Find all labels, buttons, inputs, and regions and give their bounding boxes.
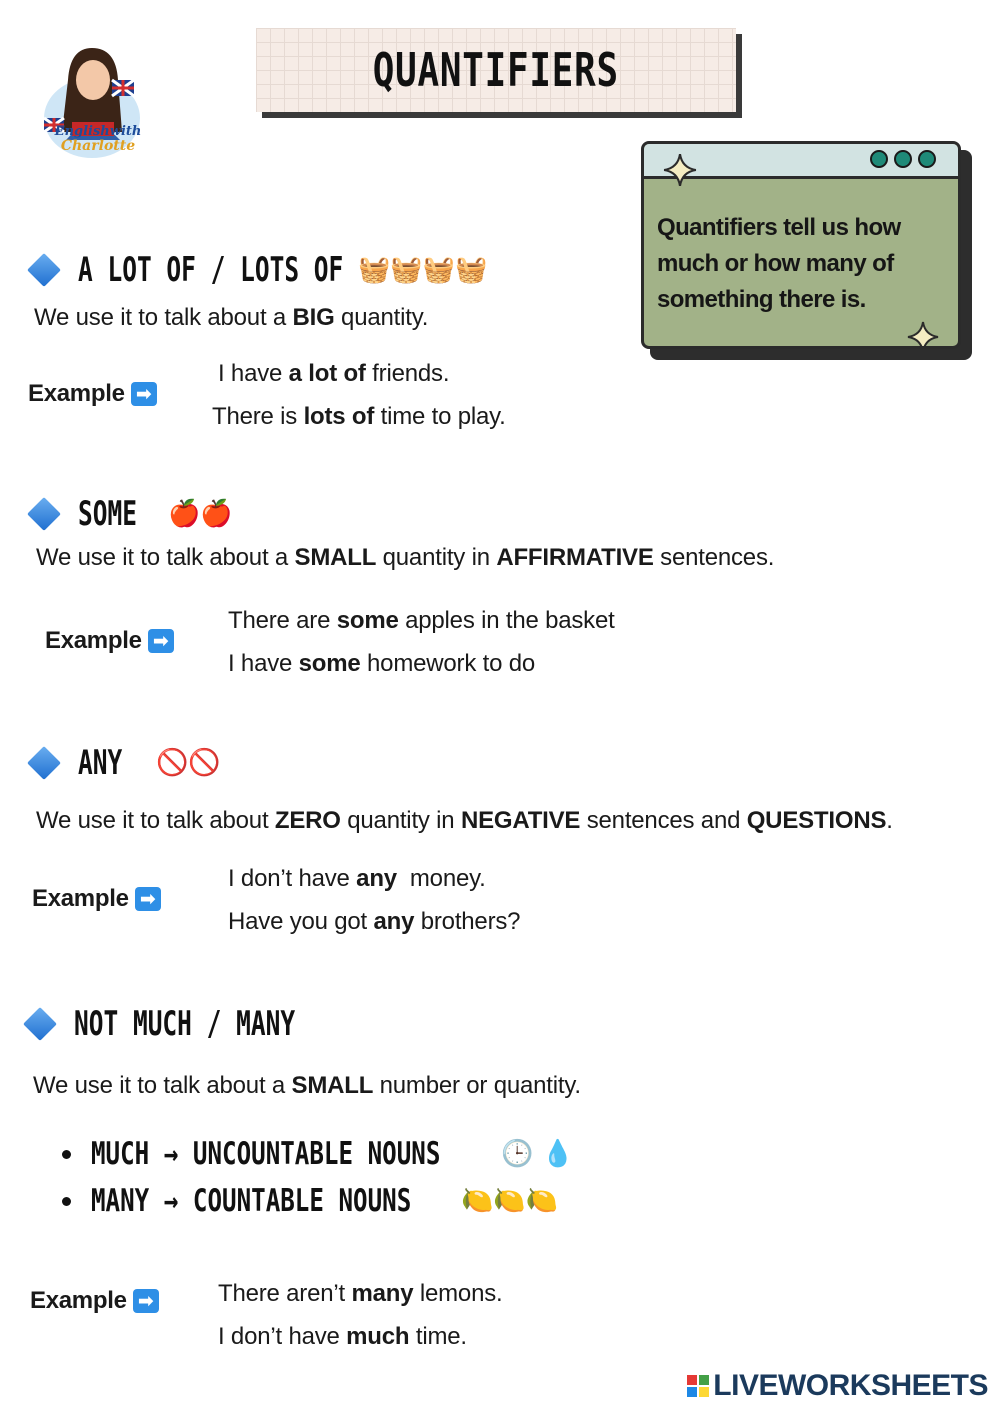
definition-text: Quantifiers tell us how much or how many of something there is.	[657, 214, 901, 313]
title-box	[256, 28, 736, 112]
apple-icons: 🍎🍎	[168, 499, 233, 529]
bullet-many	[62, 1183, 558, 1219]
desc-bold: AFFIRMATIVE	[496, 544, 654, 571]
heading-some	[26, 494, 233, 534]
example-label-text: Example	[28, 380, 125, 407]
bullet-text: MANY → COUNTABLE NOUNS	[91, 1183, 412, 1219]
ex-bold: some	[336, 607, 399, 634]
desc-text: We use it to talk about a	[36, 544, 295, 571]
prohibited-icons: 🚫🚫	[156, 748, 221, 778]
ex-bold: any	[373, 908, 415, 935]
right-arrow-icon: ➡	[131, 382, 157, 406]
ex-bold: much	[346, 1323, 410, 1350]
example-label	[30, 1287, 159, 1315]
heading-text: ANY	[78, 743, 123, 783]
example-label-text: Example	[45, 627, 142, 654]
diamond-icon	[27, 497, 61, 531]
heading-any	[26, 743, 221, 783]
ex-text: homework to do	[360, 650, 535, 677]
desc-bold: SMALL	[294, 544, 377, 571]
window-dot-icon	[894, 150, 912, 168]
description-not-much-many	[33, 1072, 581, 1100]
window-dot-icon	[918, 150, 936, 168]
example-sentence	[228, 607, 615, 635]
bullet-dot-icon	[62, 1150, 71, 1159]
diamond-icon	[27, 746, 61, 780]
clock-drop-icons: 🕒 💧	[501, 1139, 575, 1169]
desc-text: sentences and	[580, 807, 747, 834]
bullet-text: MUCH → UNCOUNTABLE NOUNS	[91, 1136, 441, 1172]
example-label	[45, 627, 174, 655]
diamond-icon	[27, 253, 61, 287]
heading-a-lot-of	[26, 250, 488, 290]
ex-text: I have	[228, 650, 299, 677]
lemon-icons: 🍋🍋🍋	[461, 1186, 559, 1216]
ex-text: I don’t have	[218, 1323, 347, 1350]
ex-text: lemons.	[413, 1280, 503, 1307]
desc-bold: NEGATIVE	[460, 807, 581, 834]
heading-not-much-many	[22, 1004, 381, 1044]
liveworksheets-text: LIVEWORKSHEETS	[713, 1369, 988, 1402]
ex-text: friends.	[365, 360, 450, 387]
ex-text: time to play.	[374, 403, 506, 430]
desc-text: number or quantity.	[373, 1072, 581, 1099]
description-any	[36, 807, 893, 835]
example-sentence	[212, 403, 506, 431]
ex-bold: lots of	[303, 403, 375, 430]
desc-text: We use it to talk about a	[34, 304, 293, 331]
desc-text: quantity in	[376, 544, 497, 571]
desc-bold: ZERO	[274, 807, 341, 834]
logo-line2: Charlotte	[60, 138, 136, 154]
ex-text: There are	[228, 607, 337, 634]
ex-bold: a lot of	[288, 360, 366, 387]
example-sentence	[228, 650, 535, 678]
desc-text: quantity.	[334, 304, 429, 331]
sparkle-icon	[662, 152, 698, 188]
ex-text: brothers?	[414, 908, 521, 935]
example-label-text: Example	[32, 885, 129, 912]
ex-text: There aren’t	[218, 1280, 352, 1307]
heading-text: A LOT OF / LOTS OF	[78, 250, 344, 290]
example-sentence	[218, 360, 449, 388]
example-sentence	[228, 908, 520, 936]
ex-text: There is	[212, 403, 304, 430]
example-sentence	[218, 1323, 467, 1351]
window-dot-icon	[870, 150, 888, 168]
heading-text: SOME	[78, 494, 137, 534]
ex-bold: any	[356, 865, 397, 892]
right-arrow-icon: ➡	[148, 629, 174, 653]
ex-text: time.	[409, 1323, 467, 1350]
ex-text: I have	[218, 360, 289, 387]
ex-bold: many	[351, 1280, 414, 1307]
liveworksheets-icon	[687, 1375, 709, 1397]
desc-text: quantity in	[340, 807, 461, 834]
description-a-lot-of	[34, 304, 428, 332]
diamond-icon	[23, 1007, 57, 1041]
desc-text: .	[886, 807, 893, 834]
sparkle-icon	[906, 320, 940, 349]
bullet-dot-icon	[62, 1197, 71, 1206]
desc-bold: BIG	[292, 304, 335, 331]
example-label	[28, 380, 157, 408]
example-label	[32, 885, 161, 913]
desc-bold: SMALL	[291, 1072, 374, 1099]
description-some	[36, 544, 774, 572]
basket-icons: 🧺🧺🧺🧺	[358, 255, 488, 285]
right-arrow-icon: ➡	[133, 1289, 159, 1313]
page-title: QUANTIFIERS	[372, 43, 620, 97]
ex-bold: some	[298, 650, 361, 677]
ex-text: I don’t have	[228, 865, 357, 892]
example-label-text: Example	[30, 1287, 127, 1314]
desc-bold: QUESTIONS	[746, 807, 887, 834]
desc-text: sentences.	[653, 544, 775, 571]
ex-text: money.	[396, 865, 486, 892]
logo-line1: Englishwith	[54, 124, 142, 139]
heading-text: NOT MUCH / MANY	[74, 1004, 296, 1044]
example-sentence	[218, 1280, 502, 1308]
liveworksheets-logo[interactable]	[687, 1369, 988, 1403]
right-arrow-icon: ➡	[135, 887, 161, 911]
englishwithcharlotte-logo	[38, 40, 146, 164]
ex-text: Have you got	[228, 908, 374, 935]
desc-text: We use it to talk about	[36, 807, 275, 834]
ex-text: apples in the basket	[398, 607, 615, 634]
example-sentence	[228, 865, 486, 893]
desc-text: We use it to talk about a	[33, 1072, 292, 1099]
bullet-much	[62, 1136, 574, 1172]
